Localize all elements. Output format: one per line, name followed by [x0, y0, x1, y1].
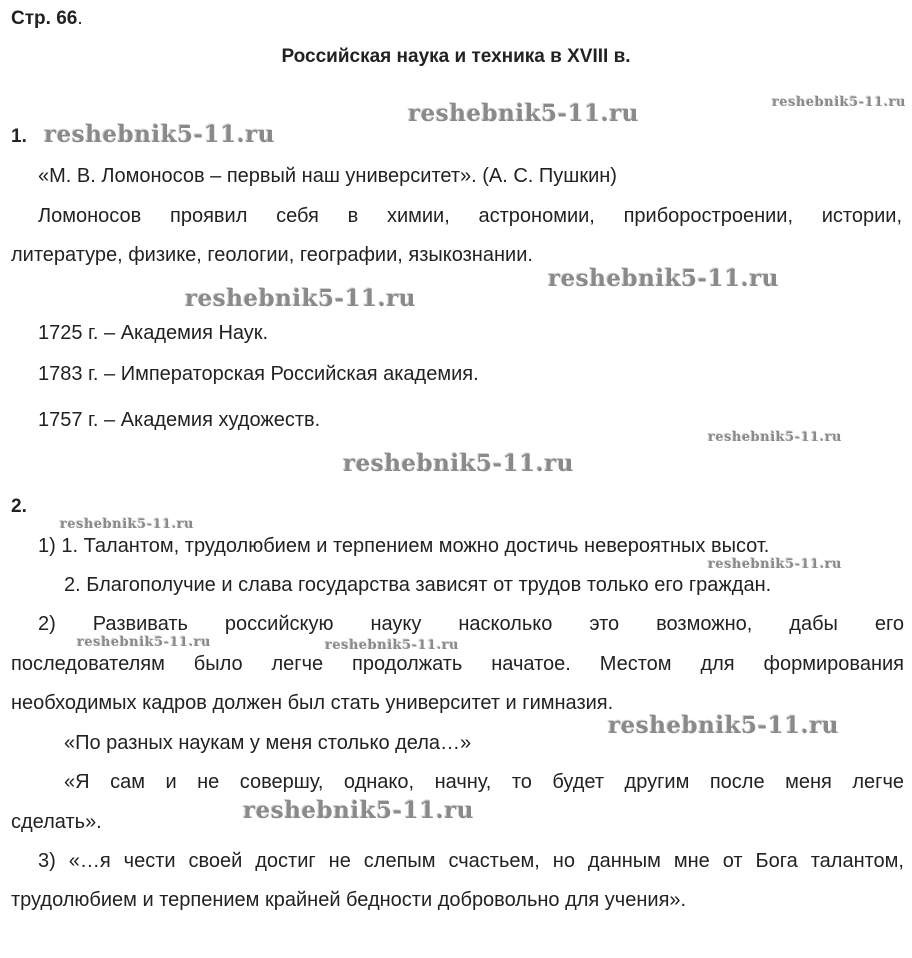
- item-1-line-2: 2. Благополучие и слава государства зависят от трудов только его граждан.: [64, 574, 772, 596]
- section-1-paragraph-line-2: литературе, физике, геологии, географии, языкознании.: [11, 244, 533, 266]
- watermark: reshebnik5-11.ru: [60, 517, 195, 532]
- watermark: reshebnik5-11.ru: [44, 121, 275, 148]
- item-1-line-1: 1) 1. Талантом, трудолюбием и терпением можно достичь невероятных высот.: [38, 535, 770, 557]
- watermark: reshebnik5-11.ru: [77, 635, 212, 650]
- date-item-1783: 1783 г. – Императорская Российская академия.: [38, 363, 479, 385]
- watermark: reshebnik5-11.ru: [408, 100, 639, 127]
- item-3-line-1: 3) «…я чести своей достиг не слепым счастьем, но данным мне от Бога талантом,: [38, 850, 904, 872]
- date-item-1725: 1725 г. – Академия Наук.: [38, 322, 269, 344]
- watermark: reshebnik5-11.ru: [185, 285, 416, 312]
- quote-2-line-1: «Я сам и не совершу, однако, начну, то будет другим после меня легче: [64, 771, 904, 793]
- watermark: reshebnik5-11.ru: [243, 797, 474, 824]
- item-2-line-3: необходимых кадров должен был стать университет и гимназия.: [11, 692, 614, 714]
- section-1-paragraph-line-1: Ломоносов проявил себя в химии, астрономии, приборостроении, истории,: [38, 205, 902, 227]
- watermark: reshebnik5-11.ru: [343, 450, 574, 477]
- watermark: reshebnik5-11.ru: [708, 557, 843, 572]
- section-1-quote: «М. В. Ломоносов – первый наш университет». (А. С. Пушкин): [38, 165, 617, 187]
- section-2-number: 2.: [11, 496, 27, 517]
- quote-2-line-2: сделать».: [11, 811, 102, 833]
- page-title: Российская наука и техника в XVIII в.: [281, 46, 631, 67]
- watermark: reshebnik5-11.ru: [608, 712, 839, 739]
- quote-1: «По разных наукам у меня столько дела…»: [64, 732, 472, 754]
- watermark: reshebnik5-11.ru: [548, 265, 779, 292]
- page-label: Стр. 66: [11, 8, 78, 29]
- item-2-line-2: последователям было легче продолжать начатое. Местом для формирования: [11, 653, 904, 675]
- watermark: reshebnik5-11.ru: [708, 430, 843, 445]
- watermark: reshebnik5-11.ru: [325, 638, 460, 653]
- item-3-line-2: трудолюбием и терпением крайней бедности добровольно для учения».: [11, 889, 687, 911]
- item-2-line-1: 2) Развивать российскую науку насколько это возможно, дабы его: [38, 613, 904, 635]
- date-item-1757: 1757 г. – Академия художеств.: [38, 409, 321, 431]
- section-1-number: 1.: [11, 126, 27, 147]
- page-reference: [11, 8, 83, 30]
- page-label-dot: .: [77, 8, 83, 29]
- watermark: reshebnik5-11.ru: [772, 95, 907, 110]
